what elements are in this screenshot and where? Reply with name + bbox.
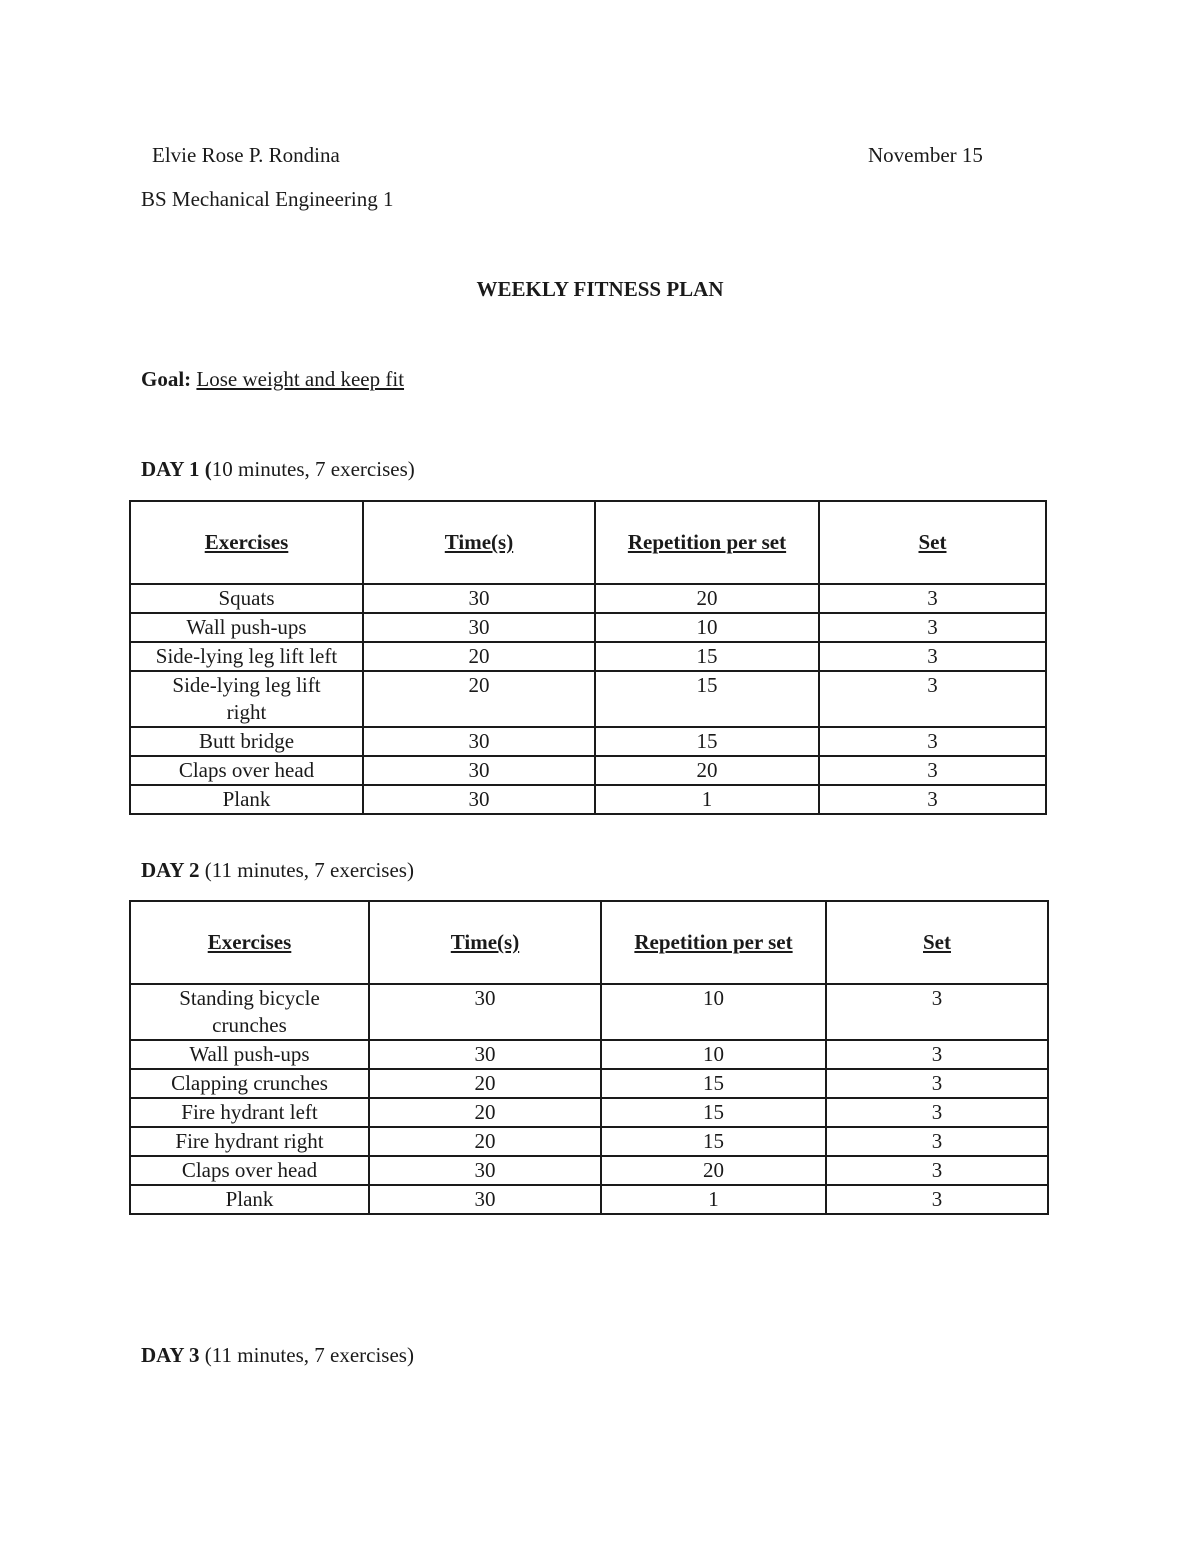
table-row: [130, 756, 1046, 785]
repetition-cell: 15: [601, 1069, 826, 1098]
time-cell: 20: [369, 1127, 601, 1156]
repetition-cell: 20: [595, 584, 819, 613]
goal-line: [141, 367, 404, 392]
exercise-cell: Standing bicycle crunches: [130, 984, 369, 1040]
time-cell: 30: [369, 1040, 601, 1069]
day-2-header-row: [130, 901, 1048, 984]
table-row: [130, 785, 1046, 814]
column-header-time: Time(s): [363, 501, 595, 584]
exercise-cell: Clapping crunches: [130, 1069, 369, 1098]
set-cell: 3: [826, 1040, 1048, 1069]
day-3-label: DAY 3: [141, 1343, 200, 1367]
repetition-cell: 20: [595, 756, 819, 785]
time-cell: 30: [369, 1185, 601, 1214]
table-row: [130, 984, 1048, 1040]
exercise-cell: Claps over head: [130, 1156, 369, 1185]
time-cell: 20: [363, 642, 595, 671]
table-row: [130, 613, 1046, 642]
exercise-cell: Fire hydrant left: [130, 1098, 369, 1127]
column-header-repetition: Repetition per set: [595, 501, 819, 584]
program-name: BS Mechanical Engineering 1: [141, 187, 394, 211]
table-row: [130, 671, 1046, 727]
document-date: November 15: [868, 143, 983, 167]
exercise-cell: Plank: [130, 785, 363, 814]
column-header-exercises: Exercises: [130, 901, 369, 984]
set-cell: 3: [819, 613, 1046, 642]
column-header-exercises: Exercises: [130, 501, 363, 584]
table-row: [130, 1156, 1048, 1185]
repetition-cell: 15: [601, 1127, 826, 1156]
day-1-header-row: [130, 501, 1046, 584]
set-cell: 3: [819, 642, 1046, 671]
exercise-cell: Butt bridge: [130, 727, 363, 756]
repetition-cell: 10: [601, 1040, 826, 1069]
set-cell: 3: [826, 1098, 1048, 1127]
day-2-detail: (11 minutes, 7 exercises): [199, 858, 414, 882]
column-header-set: Set: [826, 901, 1048, 984]
goal-label: Goal:: [141, 367, 192, 391]
time-cell: 30: [363, 727, 595, 756]
exercise-cell: Side-lying leg lift right: [130, 671, 363, 727]
repetition-cell: 15: [595, 642, 819, 671]
repetition-cell: 1: [595, 785, 819, 814]
set-cell: 3: [826, 1127, 1048, 1156]
day-3-detail: (11 minutes, 7 exercises): [199, 1343, 414, 1367]
page-title: WEEKLY FITNESS PLAN: [476, 277, 724, 301]
set-cell: 3: [826, 1069, 1048, 1098]
exercise-cell: Squats: [130, 584, 363, 613]
time-cell: 20: [369, 1069, 601, 1098]
repetition-cell: 10: [595, 613, 819, 642]
day-1-heading: [141, 457, 415, 482]
time-cell: 30: [369, 984, 601, 1040]
column-header-time: Time(s): [369, 901, 601, 984]
exercise-cell: Wall push-ups: [130, 1040, 369, 1069]
day-2-heading: [141, 858, 414, 883]
table-row: [130, 727, 1046, 756]
time-cell: 30: [363, 613, 595, 642]
day-2-table: [129, 900, 1049, 1215]
exercise-cell: Wall push-ups: [130, 613, 363, 642]
repetition-cell: 15: [601, 1098, 826, 1127]
table-row: [130, 1069, 1048, 1098]
student-name: Elvie Rose P. Rondina: [152, 143, 340, 167]
set-cell: 3: [819, 756, 1046, 785]
table-row: [130, 642, 1046, 671]
column-header-set: Set: [819, 501, 1046, 584]
day-1-label: DAY 1 (: [141, 457, 212, 481]
table-row: [130, 1127, 1048, 1156]
set-cell: 3: [819, 785, 1046, 814]
day-1-table: [129, 500, 1047, 815]
repetition-cell: 1: [601, 1185, 826, 1214]
set-cell: 3: [819, 584, 1046, 613]
column-header-repetition: Repetition per set: [601, 901, 826, 984]
exercise-cell: Plank: [130, 1185, 369, 1214]
set-cell: 3: [819, 727, 1046, 756]
time-cell: 30: [363, 785, 595, 814]
table-row: [130, 1185, 1048, 1214]
table-row: [130, 584, 1046, 613]
exercise-cell: Side-lying leg lift left: [130, 642, 363, 671]
repetition-cell: 20: [601, 1156, 826, 1185]
day-2-label: DAY 2: [141, 858, 200, 882]
set-cell: 3: [826, 1185, 1048, 1214]
set-cell: 3: [819, 671, 1046, 727]
time-cell: 30: [363, 756, 595, 785]
goal-value: Lose weight and keep fit: [196, 367, 405, 391]
repetition-cell: 15: [595, 671, 819, 727]
time-cell: 20: [363, 671, 595, 727]
repetition-cell: 10: [601, 984, 826, 1040]
set-cell: 3: [826, 984, 1048, 1040]
set-cell: 3: [826, 1156, 1048, 1185]
table-row: [130, 1040, 1048, 1069]
table-row: [130, 1098, 1048, 1127]
repetition-cell: 15: [595, 727, 819, 756]
exercise-cell: Claps over head: [130, 756, 363, 785]
day-3-heading: [141, 1343, 414, 1368]
day-1-detail: 10 minutes, 7 exercises): [211, 457, 415, 481]
time-cell: 30: [363, 584, 595, 613]
time-cell: 20: [369, 1098, 601, 1127]
exercise-cell: Fire hydrant right: [130, 1127, 369, 1156]
time-cell: 30: [369, 1156, 601, 1185]
